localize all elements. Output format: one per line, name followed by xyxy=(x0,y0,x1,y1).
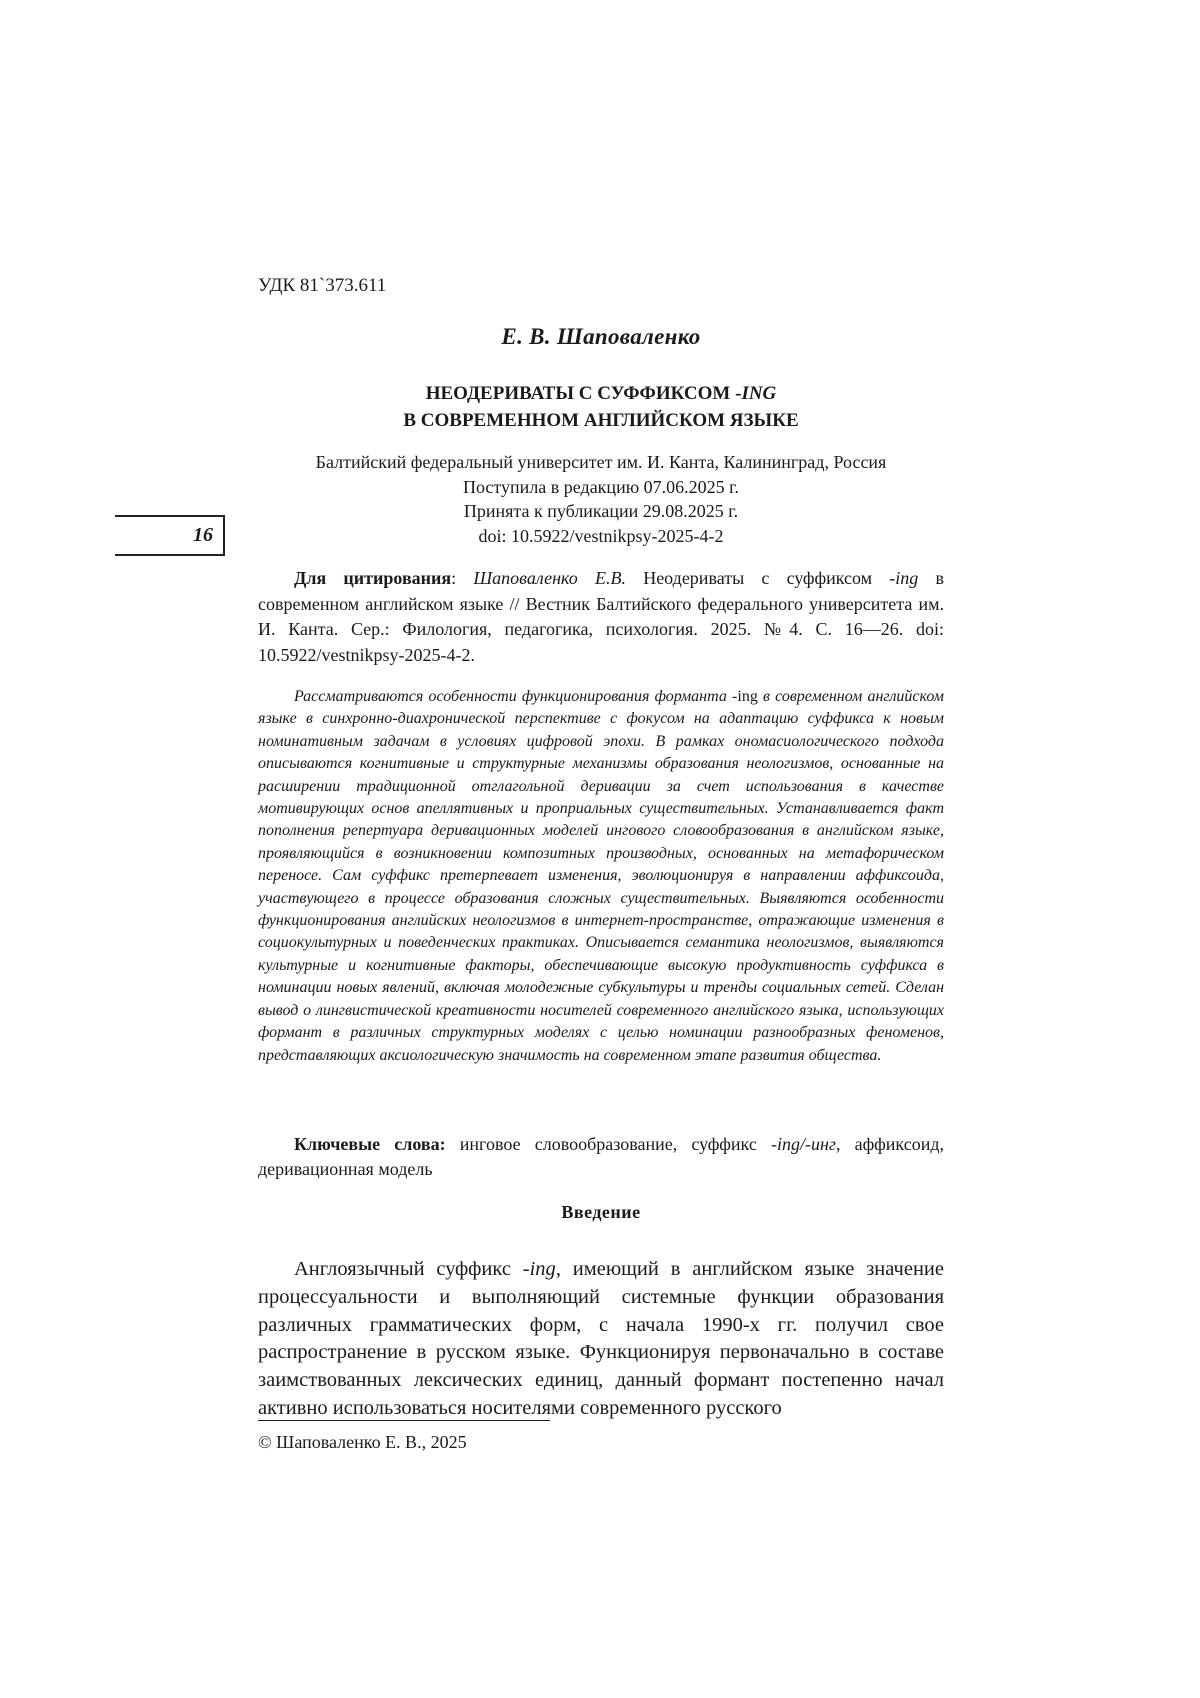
title-line-2: В СОВРЕМЕННОМ АНГЛИЙСКОМ ЯЗЫКЕ xyxy=(403,410,799,431)
title-suffix: ING xyxy=(741,383,777,404)
author-name: Е. В. Шаповаленко xyxy=(501,324,701,349)
citation-paragraph: Для цитирования: Шаповаленко Е.В. Неодериваты с суффиксом -ing в современном английском языке // Вестник Балтийского федерального университета им. И. Канта. Сер.: Филология, педагогика, психология. 2025. №4. С. 16—26. doi: 10.5922/vestnikpsy-2025-4-2. xyxy=(258,568,944,665)
affiliation-block xyxy=(258,450,944,548)
accepted-date: Принята к публикации 29.08.2025 г. xyxy=(463,501,739,521)
doi: doi: 10.5922/vestnikpsy-2025-4-2 xyxy=(478,525,724,546)
keywords: Ключевые слова: инговое словообразование, суффикс -ing/-инг, аффиксоид, деривационная модель xyxy=(258,1134,945,1179)
udc-code: УДК 81`373.611 xyxy=(258,275,387,296)
abstract-suffix: -ing xyxy=(732,688,758,705)
citation-author: Шаповаленко Е.В. xyxy=(473,568,626,588)
affiliation-university: Балтийский федеральный университет им. И. Канта, Калининград, Россия xyxy=(315,452,887,472)
article-title xyxy=(258,380,944,434)
received-date: Поступила в редакцию 07.06.2025 г. xyxy=(462,476,739,497)
page-number-box xyxy=(115,515,225,556)
keywords-label: Ключевые слова: xyxy=(294,1134,446,1154)
abstract: Рассматриваются особенности функционирования форманта -ing в современном английском языке в синхронно-диахронической перспективе с фокусом на адаптацию суффикса к новым номинативным задачам в условиях цифровой эпохи. В рамках ономасиологического подхода описываются когнитивные и структурные механизмы образования неологизмов, основанные на расширении традиционной отглагольной деривации за счет использования в качестве мотивирующих основ апеллятивных и проприальных существительных. Устанавливается факт пополнения репертуара деривационных моделей ингового словообразования в английском языке, проявляющийся в возникновении композитных производных, основанных на метафорическом переносе. Сам суффикс претерпевает изменения, эволюционируя в направлении аффиксоида, участвующего в процессе образования сложных существительных. Выявляются особенности функционирования английских неологизмов в интернет-пространстве, отражающие изменения в социокультурных и поведенческих практиках. Описывается семантика неологизмов, выявляются культурные и когнитивные факторы, обеспечивающие высокую продуктивность суффикса в номинации новых явлений, включая молодежные субкультуры и тренды социальных сетей. Сделан вывод о лингвистической креативности носителей современного английского языка, использующих формант в различных структурных моделях с целью номинации разнообразных феноменов, представляющих аксиологическую значимость на современном этапе развития общества. xyxy=(258,688,945,1064)
section-heading-introduction: Введение xyxy=(561,1202,641,1222)
introduction-paragraph: Англоязычный суффикс -ing, имеющий в английском языке значение процессуальности и выполняющий системные функции образования различных грамматических форм, с начала 1990-х гг. получил свое распространение в русском языке. Функционируя первоначально в составе заимствованных лексических единиц, данный формант постепенно начал активно использоваться носителями современного русского xyxy=(258,1258,944,1419)
title-line-1: НЕОДЕРИВАТЫ С СУФФИКСОМ -ING xyxy=(425,383,777,404)
citation-label: Для цитирования xyxy=(294,568,452,588)
copyright-footnote: © Шаповаленко Е. В., 2025 xyxy=(258,1432,467,1452)
footnote-divider xyxy=(258,1420,550,1421)
page-number: 16 xyxy=(193,524,213,546)
